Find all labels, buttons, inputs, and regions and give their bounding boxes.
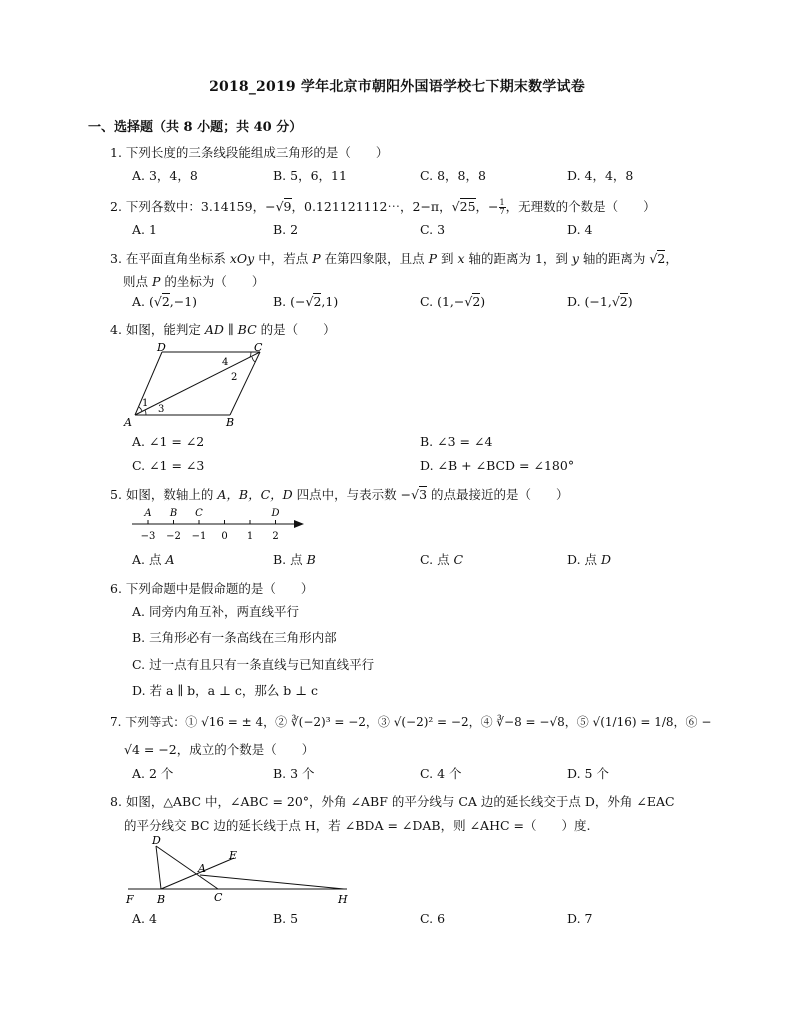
fig4-angle-4: 4 <box>222 357 229 368</box>
q3-option-c[interactable]: C. (1,−√2) <box>420 294 486 309</box>
question-7-stem-line2: √4 = −2，成立的个数是（ ） <box>124 742 315 757</box>
question-6-stem: 6. 下列命题中是假命题的是（ ） <box>110 581 314 596</box>
q4-option-c[interactable]: C. ∠1 = ∠3 <box>132 458 205 473</box>
fig8-label-c: C <box>214 891 223 904</box>
q2-fraction: $\frac{1}{7}$ <box>499 198 505 216</box>
number-line-tick-label: −1 <box>191 531 207 542</box>
number-line-tick-label: 2 <box>272 531 279 542</box>
page-title: 2018_2019 学年北京市朝阳外国语学校七下期末数学试卷 <box>209 79 585 95</box>
q7-option-a[interactable]: A. 2 个 <box>132 766 174 781</box>
sqrt-symbol: √ <box>649 251 658 266</box>
q3-option-a[interactable]: A. (√2,−1) <box>132 294 198 309</box>
fig4-label-a: A <box>124 416 132 429</box>
number-line-tick-label: 1 <box>246 531 254 542</box>
number-line-tick-label: 0 <box>221 531 228 542</box>
q8-option-a[interactable]: A. 4 <box>132 911 157 926</box>
question-3-stem-line2: 则点 P 的坐标为（ ） <box>123 274 265 289</box>
q1-option-c[interactable]: C. 8，8，8 <box>420 168 486 183</box>
number-line-point-c: C <box>195 508 203 519</box>
q4-option-b[interactable]: B. ∠3 = ∠4 <box>420 434 493 449</box>
fig4-label-b: B <box>226 416 235 429</box>
q8-option-d[interactable]: D. 7 <box>567 911 593 926</box>
q2-text: ，无理数的个数是（ ） <box>505 199 656 214</box>
q2-radicand: 25 <box>459 199 476 214</box>
fig8-label-d: D <box>152 834 161 847</box>
number-line-figure <box>128 504 313 544</box>
sqrt-symbol: √ <box>451 199 460 214</box>
sqrt-symbol: √ <box>275 199 284 214</box>
q6-option-b[interactable]: B. 三角形必有一条高线在三角形内部 <box>132 630 337 645</box>
question-4-stem: 4. 如图，能判定 AD ∥ BC 的是（ ） <box>110 322 336 337</box>
number-line-tick-label: −3 <box>140 531 156 542</box>
fig4-angle-2: 2 <box>231 372 238 383</box>
q6-option-c[interactable]: C. 过一点有且只有一条直线与已知直线平行 <box>132 657 375 672</box>
q3-option-b[interactable]: B. (−√2,1) <box>273 294 339 309</box>
q2-text: − <box>265 199 276 214</box>
q5-option-c[interactable]: C. 点 C <box>420 552 464 567</box>
fig4-angle-3: 3 <box>158 404 165 415</box>
question-5-stem: 5. 如图，数轴上的 A，B，C，D 四点中，与表示数 −√3 的点最接近的是（ ） <box>110 487 569 502</box>
fig8-label-h: H <box>338 893 348 906</box>
number-line-point-d: D <box>271 508 280 519</box>
q7-option-b[interactable]: B. 3 个 <box>273 766 315 781</box>
q1-option-d[interactable]: D. 4，4，8 <box>567 168 634 183</box>
q6-option-d[interactable]: D. 若 a ∥ b，a ⊥ c，那么 b ⊥ c <box>132 683 319 698</box>
q7-option-d[interactable]: D. 5 个 <box>567 766 609 781</box>
q8-option-b[interactable]: B. 5 <box>273 911 299 926</box>
question-8-stem-line2: 的平分线交 BC 边的延长线于点 H，若 ∠BDA = ∠DAB，则 ∠AHC =（ ）度. <box>124 818 591 833</box>
number-line-point-b: B <box>169 508 178 519</box>
number-line-ticks <box>141 520 279 542</box>
q7-option-c[interactable]: C. 4 个 <box>420 766 462 781</box>
question-8-stem-line1: 8. 如图，△ABC 中，∠ABC = 20°，外角 ∠ABF 的平分线与 CA 边的延长线交于点 D，外角 ∠EAC <box>110 794 675 809</box>
q2-option-a[interactable]: A. 1 <box>132 222 157 237</box>
q2-option-c[interactable]: C. 3 <box>420 222 446 237</box>
fig4-label-d: D <box>157 341 166 354</box>
q3-option-d[interactable]: D. (−1,√2) <box>567 294 633 309</box>
q2-radicand: 9 <box>283 199 292 214</box>
fig4-label-c: C <box>254 341 263 354</box>
q6-option-a[interactable]: A. 同旁内角互补，两直线平行 <box>132 604 299 619</box>
q2-text: ，− <box>475 199 499 214</box>
fig8-label-f: F <box>126 893 134 906</box>
q4-option-a[interactable]: A. ∠1 = ∠2 <box>132 434 205 449</box>
q5-option-a[interactable]: A. 点 A <box>132 552 175 567</box>
triangle-figure <box>122 832 357 908</box>
fig4-angle-1: 1 <box>142 398 149 409</box>
q2-option-d[interactable]: D. 4 <box>567 222 593 237</box>
question-7-stem-line1: 7. 下列等式：① √16 = ± 4，② ∛(−2)³ = −2，③ √(−2)² = −2，④ ∛−8 = −√8，⑤ √(1/16) = 1/8，⑥ − <box>110 715 712 729</box>
q4-option-d[interactable]: D. ∠B + ∠BCD = ∠180° <box>420 458 575 473</box>
q2-option-b[interactable]: B. 2 <box>273 222 299 237</box>
q1-option-b[interactable]: B. 5，6，11 <box>273 168 347 183</box>
question-2-stem <box>110 197 656 216</box>
section-heading: 一、选择题（共 8 小题；共 40 分） <box>88 120 303 135</box>
q1-option-a[interactable]: A. 3，4，8 <box>132 168 198 183</box>
parallelogram-figure <box>120 340 280 430</box>
q2-text: 2. 下列各数中：3.14159， <box>110 199 266 214</box>
q5-option-d[interactable]: D. 点 D <box>567 552 612 567</box>
q5-option-b[interactable]: B. 点 B <box>273 552 316 567</box>
number-line-tick-label: −2 <box>166 531 181 542</box>
fig8-label-a: A <box>198 862 206 875</box>
q8-option-c[interactable]: C. 6 <box>420 911 446 926</box>
question-1-stem: 1. 下列长度的三条线段能组成三角形的是（ ） <box>110 145 389 160</box>
number-line-point-a: A <box>144 508 152 519</box>
fig8-label-b: B <box>157 893 166 906</box>
q2-text: ，0.121121112⋯，2−π， <box>291 199 452 214</box>
fig8-label-e: E <box>229 849 238 862</box>
question-3-stem-line1: 3. 在平面直角坐标系 xOy 中，若点 P 在第四象限，且点 P 到 x 轴的距离为 1，到 y 轴的距离为 √2， <box>110 251 678 266</box>
